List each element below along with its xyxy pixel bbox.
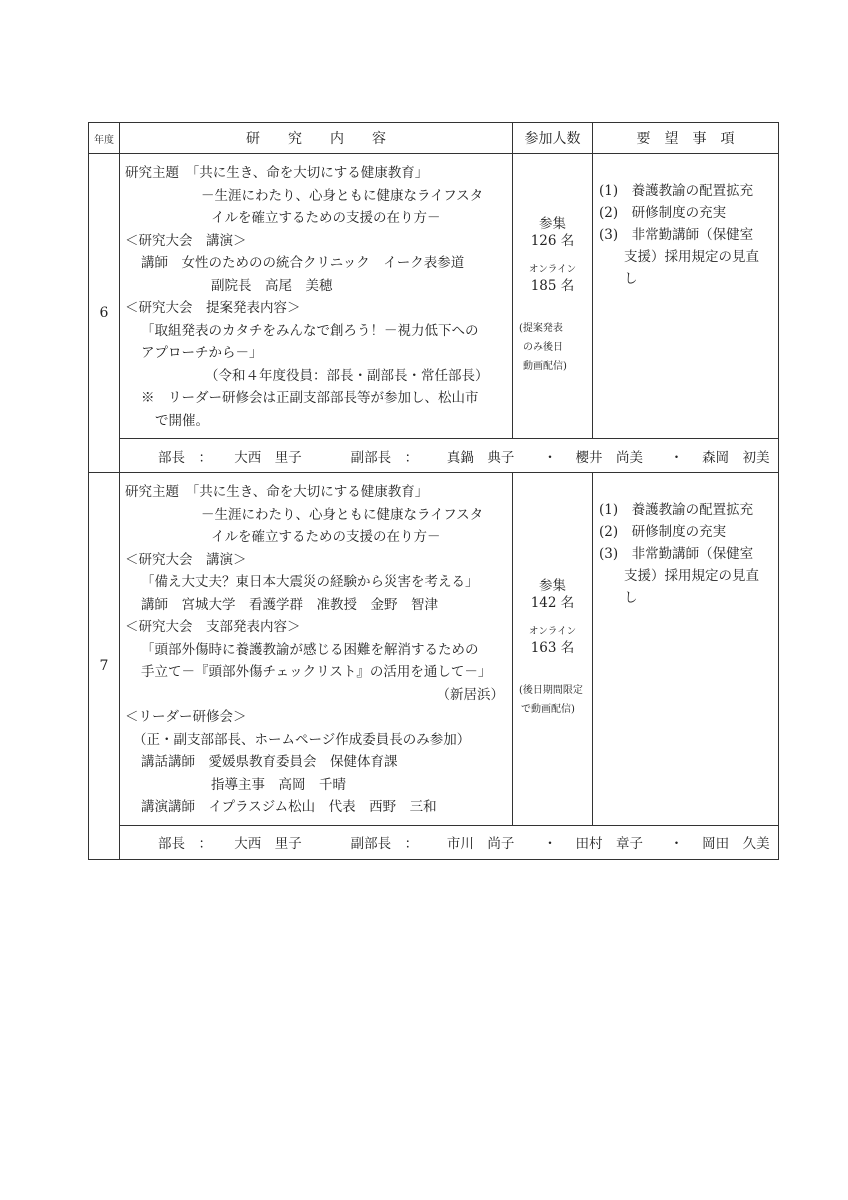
deputy-name: 真鍋 典子 (446, 449, 515, 466)
header-requests: 要 望 事 項 (593, 123, 779, 154)
request-item: 支援）採用規定の見直 (624, 568, 759, 584)
head-label: 部長 ： (158, 449, 212, 466)
count-note-line: (提案発表 (519, 323, 563, 334)
content-line: ※ リーダー研修会は正副支部部長等が参加し、松山市 (141, 390, 479, 406)
count-note-line: のみ後日 (523, 342, 563, 353)
header-row (89, 123, 779, 154)
content-line: 講師 宮城大学 看護学群 准教授 金野 智津 (141, 596, 438, 613)
content-line: （新居浜） (436, 686, 504, 703)
count-label: 参集 (539, 578, 566, 595)
request-item: (3) 非常勤講師（保健室 (599, 546, 754, 562)
content-line: イルを確立するための支援の在り方－ (211, 210, 441, 226)
content-cell (120, 473, 513, 826)
header-content: 研 究 内 容 (120, 123, 513, 154)
request-item: (3) 非常勤講師（保健室 (599, 227, 754, 243)
deputy-name: 岡田 久美 (702, 836, 770, 852)
content-line: ＜リーダー研修会＞ (125, 709, 247, 725)
content-line: ＜研究大会 支部発表内容＞ (125, 619, 301, 635)
count-in-person: 142 名 (530, 595, 575, 612)
content-line: （正・副支部部長、ホームページ作成委員長のみ参加） (133, 731, 471, 748)
table-row (89, 473, 779, 826)
count-note (513, 681, 592, 719)
content-line: 研究主題 「共に生き、命を大切にする健康教育」 (125, 484, 429, 500)
content-line: ＜研究大会 提案発表内容＞ (125, 300, 301, 316)
content-line: 講師 女性のためのの統合クリニック イーク表参道 (141, 255, 465, 271)
deputy-label: 副部長 ： (350, 449, 419, 466)
content-line: 研究主題 「共に生き、命を大切にする健康教育」 (125, 165, 429, 181)
content-line: 講話講師 愛媛県教育委員会 保健体育課 (141, 754, 398, 770)
deputy-name: 櫻井 尚美 (575, 449, 643, 466)
deputy-name: 田村 章子 (575, 836, 643, 852)
request-item: し (624, 271, 638, 287)
year-cell: 7 (89, 473, 120, 860)
content-line: ＜研究大会 講演＞ (125, 232, 247, 249)
header-year: 年度 (89, 123, 120, 154)
content-line: ＜研究大会 講演＞ (125, 551, 247, 568)
table-row (89, 154, 779, 439)
content-line: 指導主事 高岡 千晴 (211, 776, 346, 793)
count-online-label: オンライン (528, 264, 577, 275)
count-online: 163 名 (530, 640, 575, 657)
request-item: (1) 養護教諭の配置拡充 (599, 183, 754, 199)
content-line: （令和４年度役員：部長・副部長・常任部長） (205, 367, 489, 384)
requests-cell (593, 473, 779, 826)
count-cell (513, 473, 593, 826)
count-label: 参集 (539, 216, 566, 232)
head-label: 部長 ： (158, 836, 212, 852)
content-line: 「頭部外傷時に養護教諭が感じる困難を解消するための (141, 641, 479, 658)
officers-row (89, 825, 779, 859)
content-line: －生涯にわたり、心身ともに健康なライフスタ (201, 187, 484, 204)
content-line: 「取組発表のカタチをみんなで創ろう！－視力低下への (141, 322, 479, 339)
deputy-label: 副部長 ： (350, 836, 419, 852)
request-item: (2) 研修制度の充実 (599, 524, 727, 540)
count-cell (513, 154, 593, 439)
head-name: 大西 里子 (234, 836, 302, 852)
officers-row (89, 439, 779, 473)
officers-cell (120, 825, 779, 859)
request-item: 支援）採用規定の見直 (624, 249, 759, 265)
content-line: アプローチから－」 (141, 345, 263, 361)
deputy-name: 市川 尚子 (446, 836, 515, 852)
requests-cell (593, 154, 779, 439)
content-line: イルを確立するための支援の在り方－ (211, 529, 441, 545)
separator: ・ (669, 836, 684, 852)
content-line: で開催。 (155, 412, 209, 429)
separator: ・ (669, 449, 684, 466)
count-note (513, 319, 592, 376)
deputy-name: 森岡 初美 (702, 449, 770, 466)
count-in-person: 126 名 (530, 233, 575, 249)
count-note-line: (後日期間限定 (519, 685, 583, 697)
content-line: 講演講師 イプラスジム松山 代表 西野 三和 (141, 799, 437, 815)
count-note-line: で動画配信) (521, 704, 575, 716)
head-name: 大西 里子 (234, 449, 302, 466)
count-online: 185 名 (530, 278, 575, 294)
content-line: 「備え大丈夫？東日本大震災の経験から災害を考える」 (141, 574, 479, 590)
content-cell (120, 154, 513, 439)
officers-cell (120, 439, 779, 473)
research-table (88, 122, 779, 860)
count-note-line: 動画配信) (523, 361, 567, 372)
year-cell: 6 (89, 154, 120, 473)
separator: ・ (543, 449, 557, 466)
count-online-label: オンライン (528, 626, 577, 638)
header-count: 参加人数 (513, 123, 593, 154)
request-item: (1) 養護教諭の配置拡充 (599, 502, 754, 518)
content-line: 副院長 高尾 美穂 (211, 277, 333, 294)
content-line: 手立て－『頭部外傷チェックリスト』の活用を通して－」 (141, 664, 492, 680)
content-line: －生涯にわたり、心身ともに健康なライフスタ (201, 506, 484, 523)
request-item: (2) 研修制度の充実 (599, 205, 727, 221)
request-item: し (624, 590, 638, 606)
separator: ・ (543, 836, 557, 852)
